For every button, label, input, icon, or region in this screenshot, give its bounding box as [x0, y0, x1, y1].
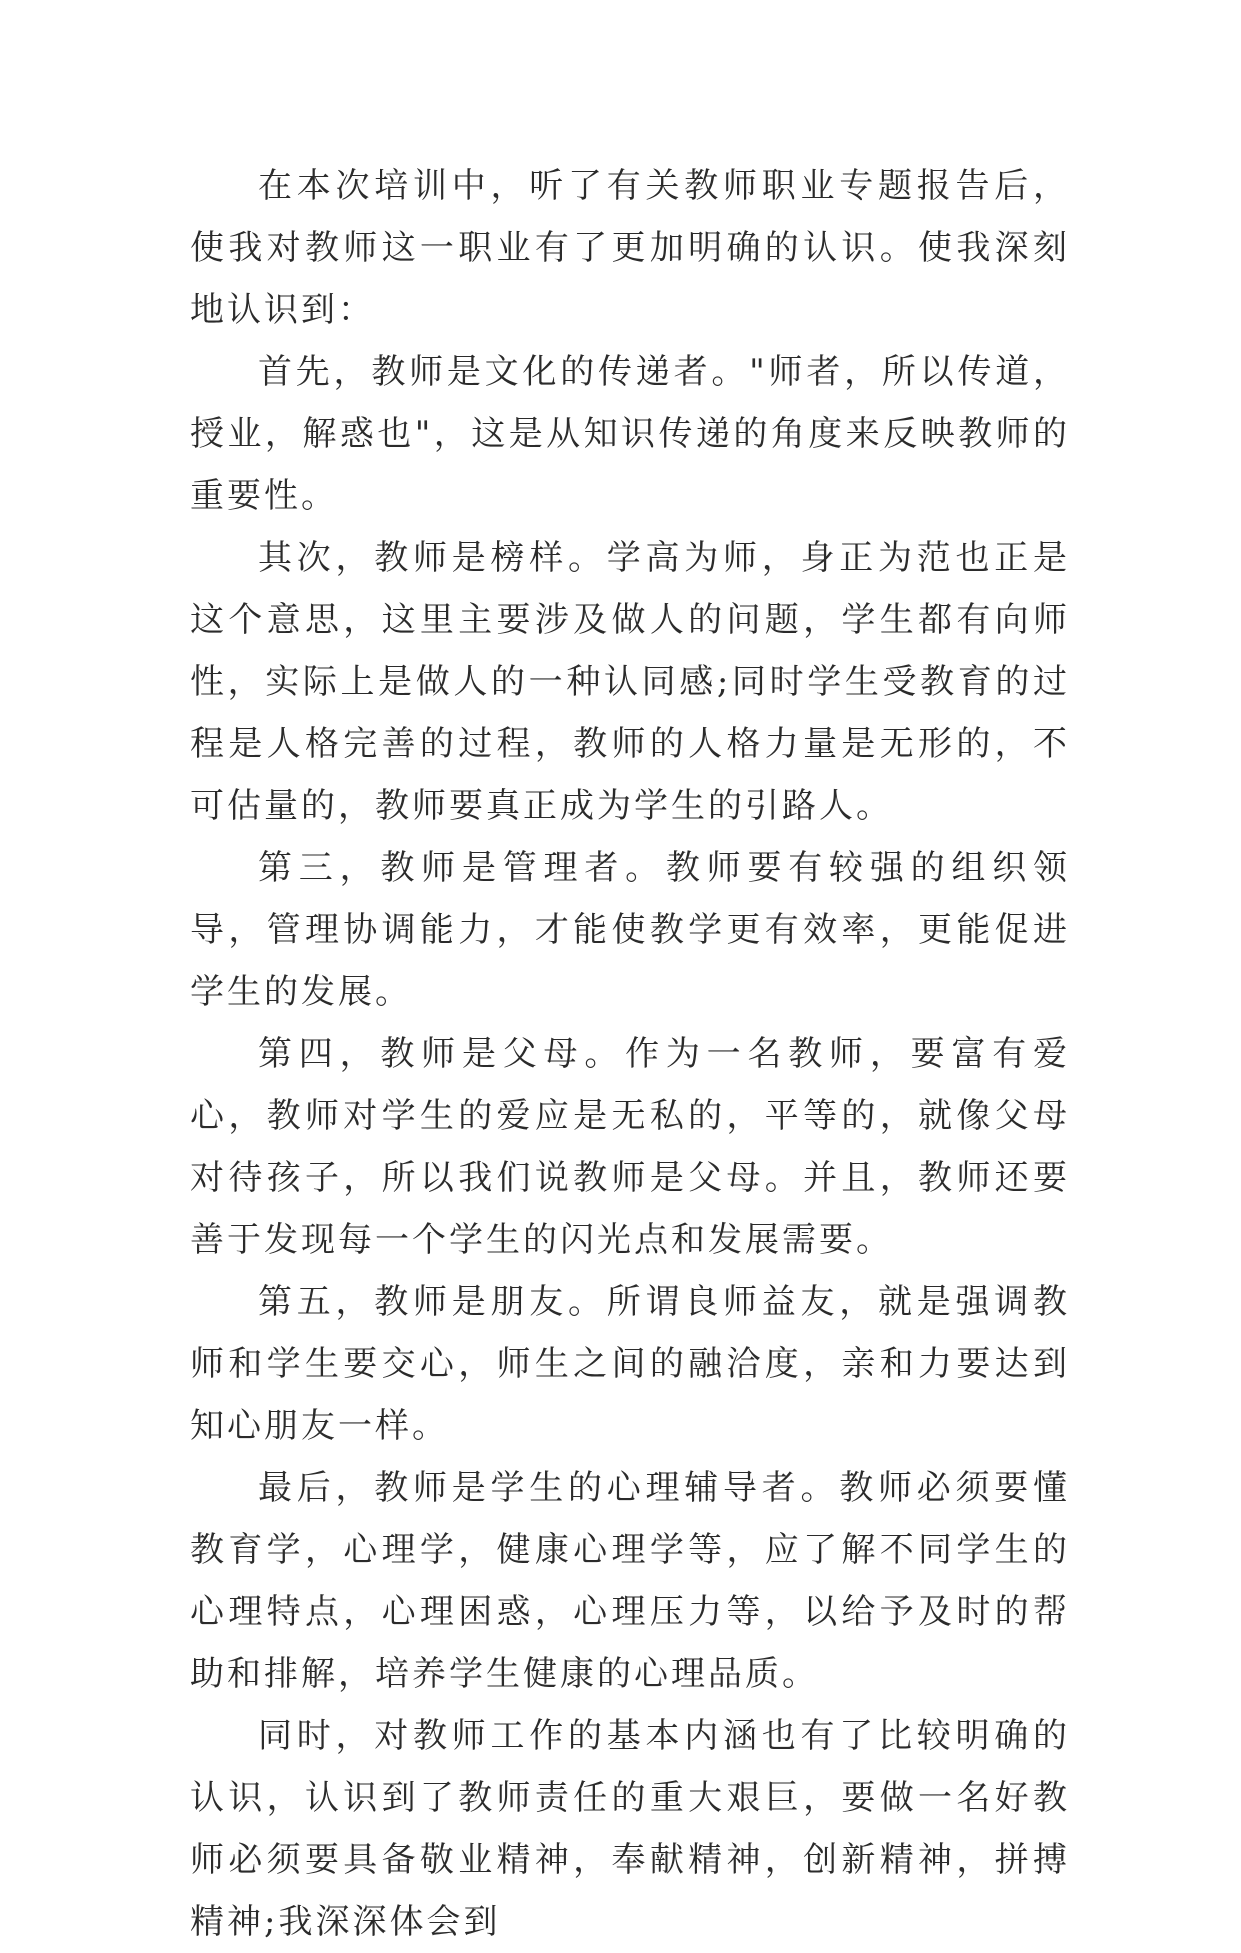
- paragraph-first: 首先，教师是文化的传递者。"师者，所以传道，授业，解惑也"，这是从知识传递的角度来反映教师的重要性。: [190, 352, 1070, 516]
- paragraph-intro: 在本次培训中，听了有关教师职业专题报告后，使我对教师这一职业有了更加明确的认识。使我深刻地认识到：: [190, 166, 1070, 330]
- document-body: [190, 155, 1070, 1953]
- paragraph-last: 最后，教师是学生的心理辅导者。教师必须要懂教育学，心理学，健康心理学等，应了解不同学生的心理特点，心理困惑，心理压力等，以给予及时的帮助和排解，培养学生健康的心理品质。: [190, 1468, 1070, 1694]
- paragraph-conclusion: 同时，对教师工作的基本内涵也有了比较明确的认识，认识到了教师责任的重大艰巨，要做一名好教师必须要具备敬业精神，奉献精神，创新精神，拼搏精神;我深深体会到: [190, 1716, 1070, 1942]
- paragraph-third: 第三，教师是管理者。教师要有较强的组织领导，管理协调能力，才能使教学更有效率，更能促进学生的发展。: [190, 848, 1070, 1012]
- paragraph-fourth: 第四，教师是父母。作为一名教师，要富有爱心，教师对学生的爱应是无私的，平等的，就像父母对待孩子，所以我们说教师是父母。并且，教师还要善于发现每一个学生的闪光点和发展需要。: [190, 1034, 1070, 1260]
- paragraph-fifth: 第五，教师是朋友。所谓良师益友，就是强调教师和学生要交心，师生之间的融洽度，亲和力要达到知心朋友一样。: [190, 1282, 1070, 1446]
- paragraph-second: 其次，教师是榜样。学高为师，身正为范也正是这个意思，这里主要涉及做人的问题，学生都有向师性，实际上是做人的一种认同感;同时学生受教育的过程是人格完善的过程，教师的人格力量是无形的，不可估量的，教师要真正成为学生的引路人。: [190, 538, 1070, 826]
